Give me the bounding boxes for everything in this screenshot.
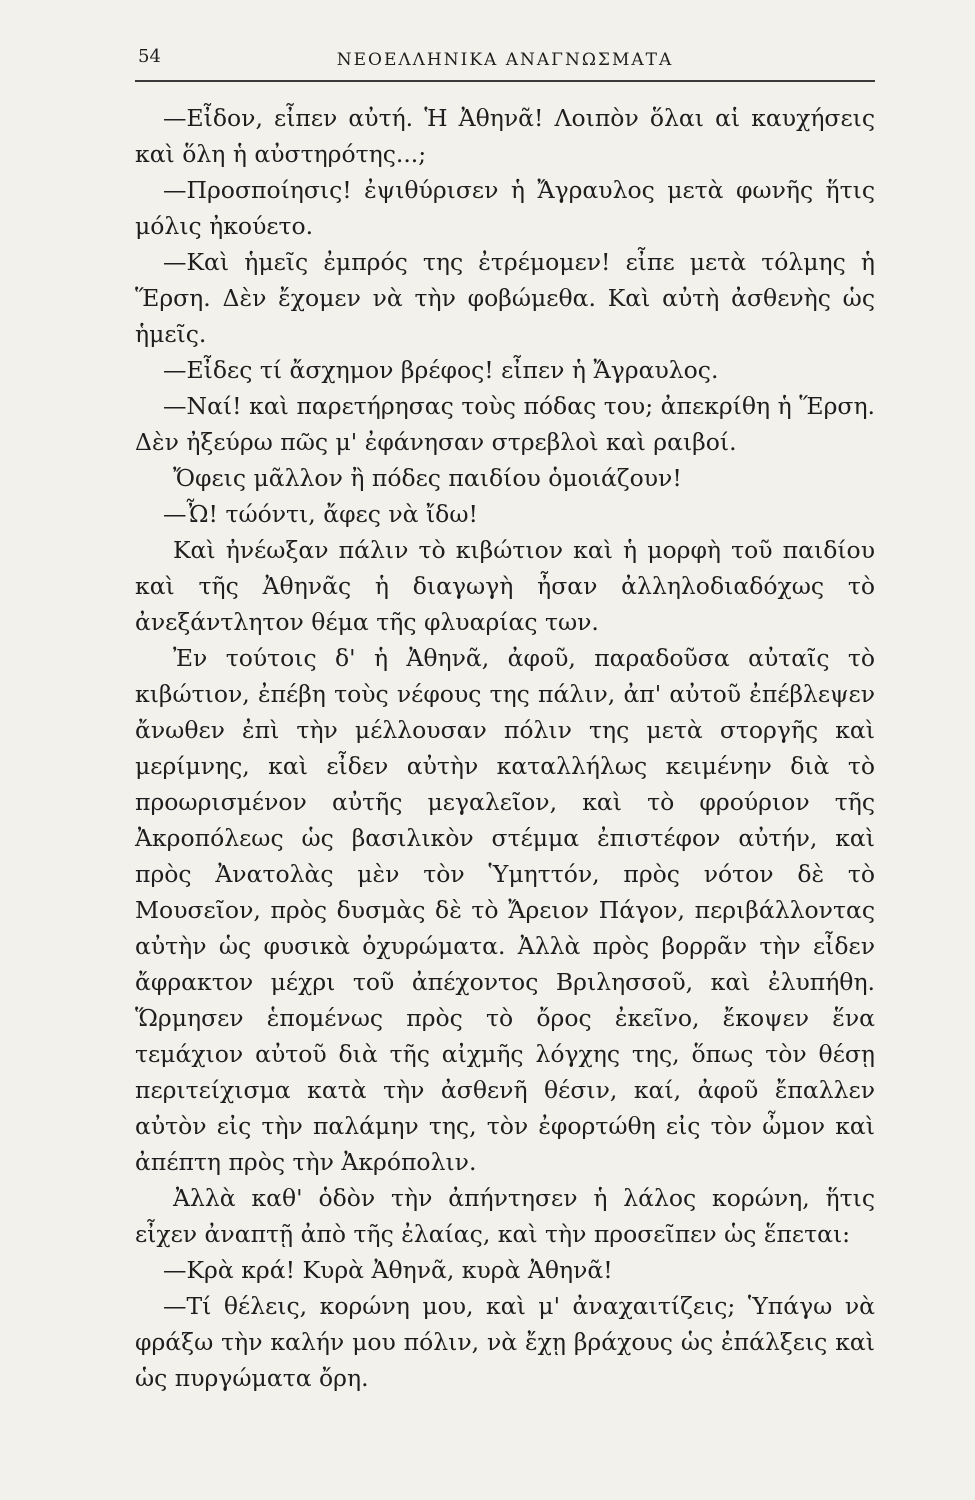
paragraph: Ἐν τούτοις δ' ἡ Ἀθηνᾶ, ἀφοῦ, παραδοῦσα αὐταῖς τὸ κιβώτιον, ἐπέβη τοὺς νέφους της πάλιν, ἀπ' αὐτοῦ ἐπέβλεψεν ἄνωθεν ἐπὶ τὴν μέλλουσαν πόλιν της μετὰ στοργῆς καὶ μερίμνης, καὶ εἶδεν αὐτὴν καταλλήλως κειμένην διὰ τὸ προωρισμένον αὐτῆς μεγαλεῖον, καὶ τὸ φρούριον τῆς Ἀκροπόλεως ὡς βασιλικὸν στέμμα ἐπιστέφον αὐτήν, καὶ πρὸς Ἀνατολὰς μὲν τὸν Ὑμηττόν, πρὸς νότον δὲ τὸ Μουσεῖον, πρὸς δυσμὰς δὲ τὸ Ἄρειον Πάγον, περιβάλλοντας αὐτὴν ὡς φυσικὰ ὀχυρώματα. Ἀλλὰ πρὸς βορρᾶν τὴν εἶδεν ἄφρακτον μέχρι τοῦ ἀπέχοντος Βριλησσοῦ, καὶ ἐλυπήθη. Ὥρμησεν ἑπομένως πρὸς τὸ ὄρος ἐκεῖνο, ἔκοψεν ἕνα τεμάχιον αὐτοῦ διὰ τῆς αἰχμῆς λόγχης της, ὅπως τὸν θέσῃ περιτείχισμα κατὰ τὴν ἀσθενῆ θέσιν, καί, ἀφοῦ ἔπαλλεν αὐτὸν εἰς τὴν παλάμην της, τὸν ἐφορτώθη εἰς τὸν ὦμον καὶ ἀπέπτη πρὸς τὴν Ἀκρόπολιν. — [135, 644, 875, 1176]
paragraph: —Ὦ! τώόντι, ἄφες νὰ ἴδω! — [163, 500, 478, 528]
page-number: 54 — [138, 46, 161, 67]
paragraph: Καὶ ἠνέωξαν πάλιν τὸ κιβώτιον καὶ ἡ μορφὴ τοῦ παιδίου καὶ τῆς Ἀθηνᾶς ἡ διαγωγὴ ἦσαν ἀλληλοδιαδόχως τὸ ἀνεξάντλητον θέμα τῆς φλυαρίας των. — [135, 536, 875, 636]
page-body — [135, 100, 875, 1396]
paragraph: —Ναί! καὶ παρετήρησας τοὺς πόδας του; ἀπεκρίθη ἡ Ἕρση. Δὲν ἠξεύρω πῶς μ' ἐφάνησαν στρεβλοὶ καὶ ραιβοί. — [135, 392, 875, 456]
running-title: ΝΕΟΕΛΛΗΝΙΚΑ ΑΝΑΓΝΩΣΜΑΤΑ — [336, 50, 674, 70]
paragraph: —Καὶ ἡμεῖς ἐμπρός της ἐτρέμομεν! εἶπε μετὰ τόλμης ἡ Ἕρση. Δὲν ἔχομεν νὰ τὴν φοβώμεθα. Καὶ αὐτὴ ἀσθενὴς ὡς ἡμεῖς. — [135, 248, 875, 348]
paragraph: —Τί θέλεις, κορώνη μου, καὶ μ' ἀναχαιτίζεις; Ὑπάγω νὰ φράξω τὴν καλήν μου πόλιν, νὰ ἔχῃ βράχους ὡς ἐπάλξεις καὶ ὡς πυργώματα ὄρη. — [135, 1292, 875, 1392]
paragraph: —Προσποίησις! ἐψιθύρισεν ἡ Ἄγραυλος μετὰ φωνῆς ἥτις μόλις ἠκούετο. — [135, 176, 875, 240]
paragraph: —Κρὰ κρά! Κυρὰ Ἀθηνᾶ, κυρὰ Ἀθηνᾶ! — [163, 1256, 613, 1284]
paragraph: —Εἶδες τί ἄσχημον βρέφος! εἶπεν ἡ Ἄγραυλος. — [163, 356, 719, 384]
page-header — [135, 42, 875, 82]
paragraph: Ἀλλὰ καθ' ὁδὸν τὴν ἀπήντησεν ἡ λάλος κορώνη, ἥτις εἶχεν ἀναπτῇ ἀπὸ τῆς ἐλαίας, καὶ τὴν προσεῖπεν ὡς ἕπεται: — [135, 1184, 875, 1248]
paragraph: —Εἶδον, εἶπεν αὐτή. Ἡ Ἀθηνᾶ! Λοιπὸν ὅλαι αἱ καυχήσεις καὶ ὅλη ἡ αὐστηρότης...; — [135, 104, 875, 168]
paragraph: Ὄφεις μᾶλλον ἢ πόδες παιδίου ὁμοιάζουν! — [173, 464, 682, 492]
